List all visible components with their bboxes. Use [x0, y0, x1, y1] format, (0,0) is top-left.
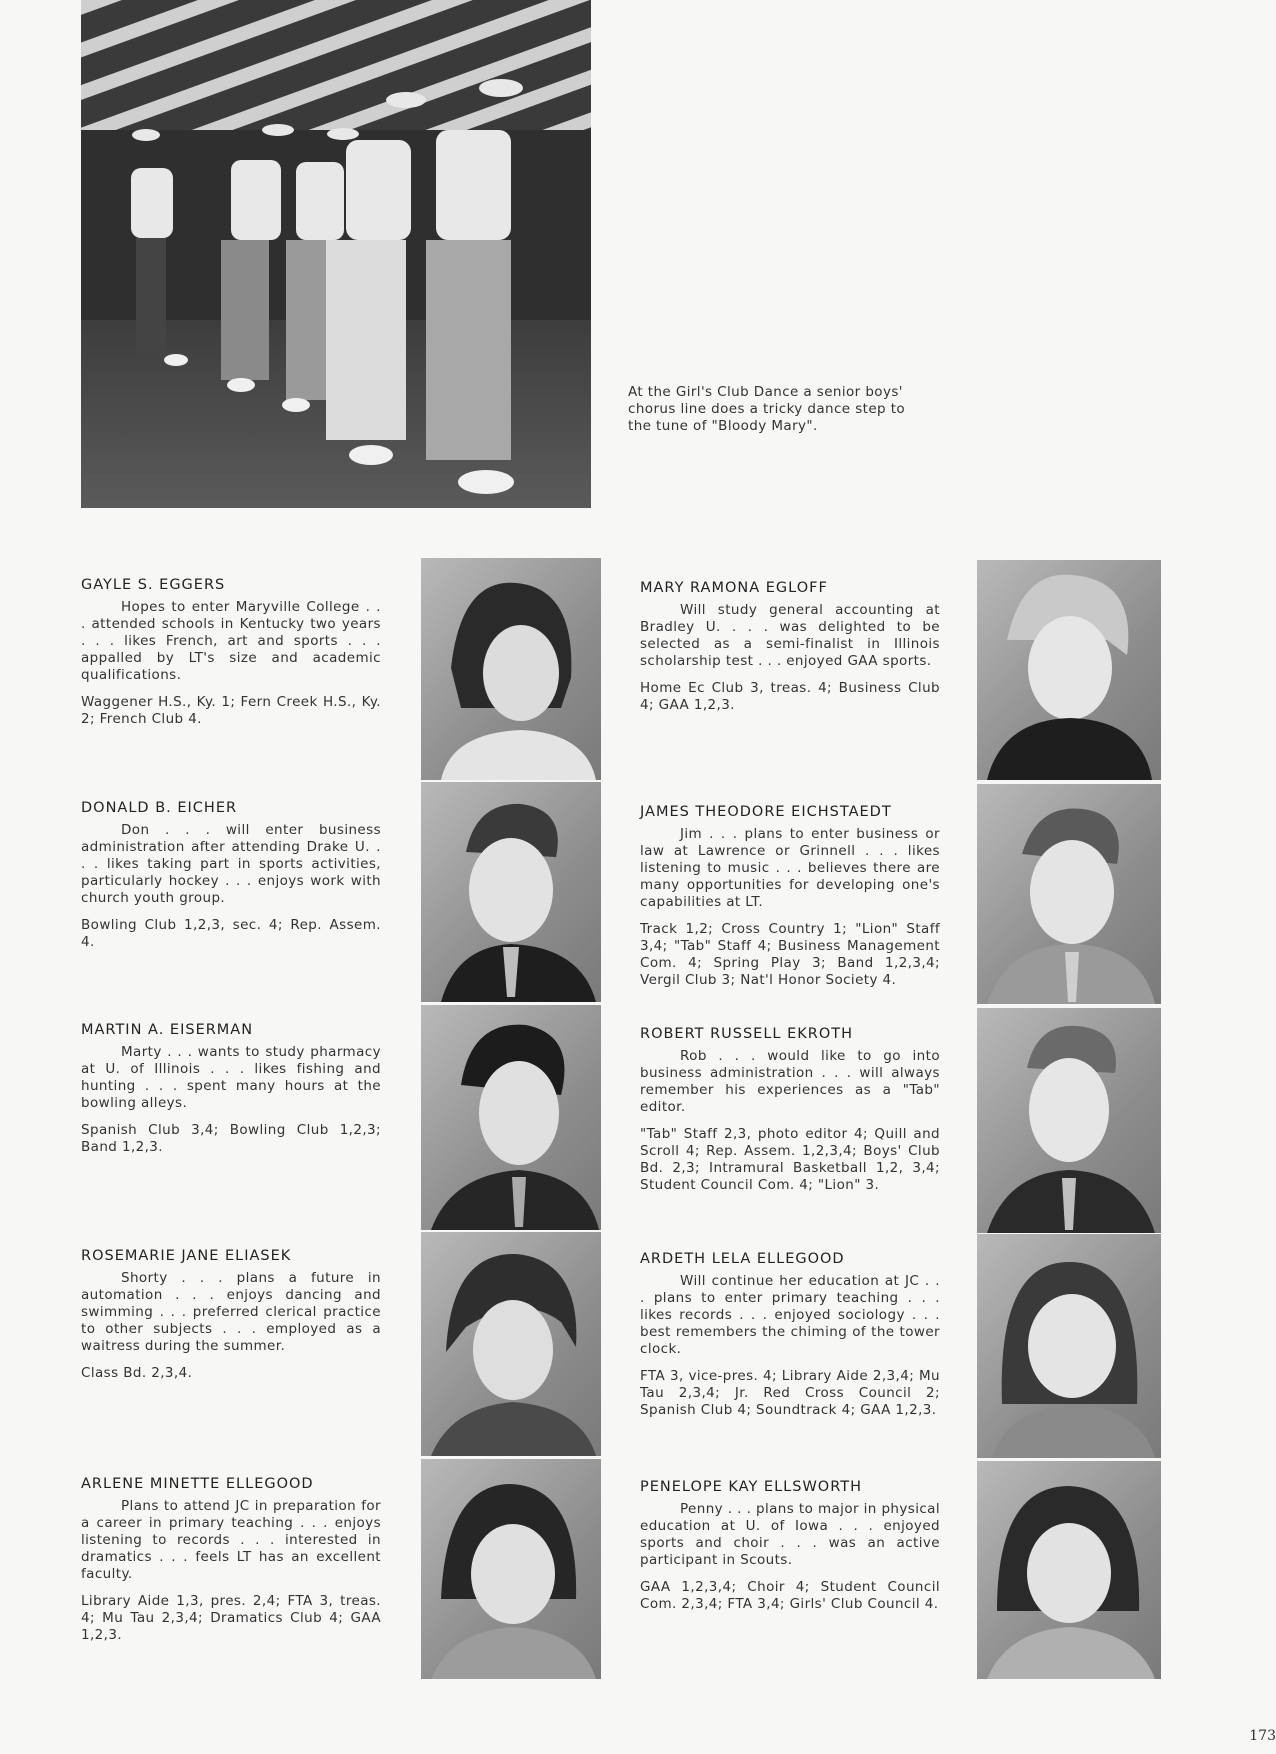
student-bio: Marty . . . wants to study pharmacy at U. of Illinois . . . likes fishing and hunting . . . spent many hours at the bowling alleys. [81, 1044, 381, 1111]
student-activities: Waggener H.S., Ky. 1; Fern Creek H.S., Ky. 2; French Club 4. [81, 694, 381, 727]
student-portrait [421, 558, 601, 780]
student-name: DONALD B. EICHER [81, 800, 238, 816]
student-portrait [977, 1008, 1161, 1233]
student-entry [81, 1248, 381, 1382]
student-bio: Don . . . will enter business administration after attending Drake U. . . . likes taking part in sports activities, particularly hockey . . . enjoys work with church youth group. [81, 822, 381, 906]
student-activities: Track 1,2; Cross Country 1; "Lion" Staff 3,4; "Tab" Staff 4; Business Management Com. 4; Spring Play 3; Band 1,2,3,4; Vergil Club 3; Nat'l Honor Society 4. [640, 921, 940, 988]
student-activities: Library Aide 1,3, pres. 2,4; FTA 3, treas. 4; Mu Tau 2,3,4; Dramatics Club 4; GAA 1,2,3. [81, 1593, 381, 1643]
student-entry [81, 577, 381, 728]
student-portrait [977, 784, 1161, 1004]
student-name: ARLENE MINETTE ELLEGOOD [81, 1476, 314, 1492]
student-entry [640, 804, 940, 989]
student-entry [81, 1476, 381, 1644]
student-bio: Plans to attend JC in preparation for a career in primary teaching . . . enjoys listening to records . . . interested in dramatics . . . feels LT has an excellent faculty. [81, 1498, 381, 1582]
student-portrait [421, 1232, 601, 1456]
student-portrait [421, 1459, 601, 1679]
student-name: MARTIN A. EISERMAN [81, 1022, 254, 1038]
student-portrait [977, 560, 1161, 780]
student-bio: Hopes to enter Maryville College . . . attended schools in Kentucky two years . . . likes French, art and sports . . . appalled by LT's size and academic qualifications. [81, 599, 381, 683]
student-name: PENELOPE KAY ELLSWORTH [640, 1479, 862, 1495]
student-activities: FTA 3, vice-pres. 4; Library Aide 2,3,4; Mu Tau 2,3,4; Jr. Red Cross Council 2; Spanish Club 4; Soundtrack 4; GAA 1,2,3. [640, 1368, 940, 1418]
student-name: GAYLE S. EGGERS [81, 577, 226, 593]
student-entry [640, 1026, 940, 1194]
dance-photo [81, 0, 591, 508]
student-entry [640, 580, 940, 714]
student-name: ROSEMARIE JANE ELIASEK [81, 1248, 292, 1264]
student-activities: Home Ec Club 3, treas. 4; Business Club 4; GAA 1,2,3. [640, 680, 940, 713]
student-bio: Shorty . . . plans a future in automation . . . enjoys dancing and swimming . . . preferred clerical practice to other subjects . . . employed as a waitress during the summer. [81, 1270, 381, 1354]
student-bio: Will study general accounting at Bradley U. . . . was delighted to be selected as a semi-finalist in Illinois scholarship test . . . enjoyed GAA sports. [640, 602, 940, 669]
student-bio: Rob . . . would like to go into business administration . . . will always remember his experiences as a "Tab" editor. [640, 1048, 940, 1115]
student-bio: Jim . . . plans to enter business or law at Lawrence or Grinnell . . . likes listening to music . . . believes there are many opportunities for developing one's capabilities at LT. [640, 826, 940, 910]
student-portrait [421, 782, 601, 1002]
student-activities: "Tab" Staff 2,3, photo editor 4; Quill and Scroll 4; Rep. Assem. 1,2,3,4; Boys' Club Bd. 2,3; Intramural Basketball 1,2, 3,4; Student Council Com. 4; "Lion" 3. [640, 1126, 940, 1193]
student-name: JAMES THEODORE EICHSTAEDT [640, 804, 892, 820]
student-name: MARY RAMONA EGLOFF [640, 580, 828, 596]
page-number: 173 [1249, 1728, 1276, 1744]
photo-caption: At the Girl's Club Dance a senior boys' chorus line does a tricky dance step to the tune of "Bloody Mary". [628, 384, 906, 434]
student-name: ROBERT RUSSELL EKROTH [640, 1026, 854, 1042]
student-entry [81, 1022, 381, 1156]
student-name: ARDETH LELA ELLEGOOD [640, 1251, 845, 1267]
student-activities: Class Bd. 2,3,4. [81, 1365, 193, 1381]
student-bio: Penny . . . plans to major in physical education at U. of Iowa . . . enjoyed sports and choir . . . was an active participant in Scouts. [640, 1501, 940, 1568]
student-entry [81, 800, 381, 951]
student-portrait [977, 1234, 1161, 1458]
student-activities: GAA 1,2,3,4; Choir 4; Student Council Com. 2,3,4; FTA 3,4; Girls' Club Council 4. [640, 1579, 940, 1612]
student-entry [640, 1479, 940, 1613]
student-activities: Bowling Club 1,2,3, sec. 4; Rep. Assem. 4. [81, 917, 381, 950]
student-portrait [421, 1005, 601, 1230]
student-activities: Spanish Club 3,4; Bowling Club 1,2,3; Band 1,2,3. [81, 1122, 381, 1155]
student-portrait [977, 1461, 1161, 1679]
student-bio: Will continue her education at JC . . . plans to enter primary teaching . . . likes records . . . enjoyed sociology . . . best remembers the chiming of the tower clock. [640, 1273, 940, 1357]
student-entry [640, 1251, 940, 1419]
